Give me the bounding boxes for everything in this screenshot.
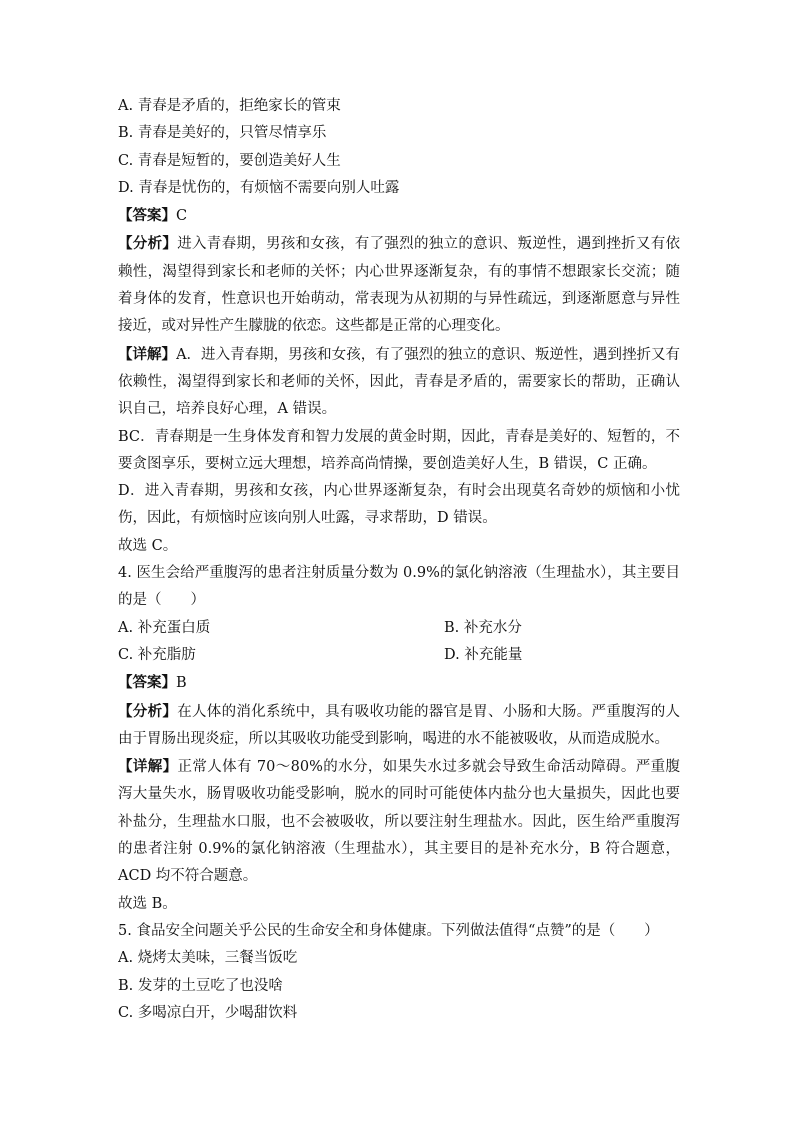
q4-detail [118, 753, 680, 890]
answer-tag: 【答案】 [118, 207, 176, 225]
q3-option-a: A. 青春是矛盾的，拒绝家长的管束 [118, 98, 341, 114]
q4-stem: 4. 医生会给严重腹泻的患者注射质量分数为 0.9%的氯化钠溶液（生理盐水），其主要目的是（ ） [118, 565, 680, 609]
q4-option-a: A. 补充蛋白质 [118, 619, 211, 636]
q3-analysis [118, 230, 680, 340]
detail-text: 正常人体有 70～80%的水分，如果失水过多就会导致生命活动障碍。严重腹泻大量失水，肠胃吸收功能受影响，脱水的同时可能使体内盐分也大量损失，因此也要补盐分，生理盐水口服，也不会被吸收，所以要注射生理盐水。因此，医生给严重腹泻的患者注射 0.9%的氯化钠溶液（生理盐水），其主要目的是补充水分，B 符合题意，ACD 均不符合题意。 [118, 759, 680, 885]
detail-tag: 【详解】 [118, 345, 177, 363]
q5-option-a: A. 烧烤太美味，三餐当饭吃 [118, 950, 298, 967]
analysis-text: 在人体的消化系统中，具有吸收功能的器官是胃、小肠和大肠。严重腹泻的人由于胃肠出现炎症，所以其吸收功能受到影响，喝进的水不能被吸收，从而造成脱水。 [118, 703, 681, 747]
q3-detail-a [118, 341, 680, 424]
q3-option-d: D. 青春是忧伤的，有烦恼不需要向别人吐露 [118, 179, 400, 196]
q4-option-d: D. 补充能量 [444, 646, 523, 663]
q3-option-b: B. 青春是美好的，只管尽情享乐 [118, 125, 327, 142]
answer-value: B [176, 675, 187, 692]
answer-tag: 【答案】 [118, 674, 176, 692]
q4-option-b: B. 补充水分 [444, 619, 522, 636]
q4-options-row-1 [118, 615, 680, 642]
analysis-text: 进入青春期，男孩和女孩，有了强烈的独立的意识、叛逆性，遇到挫折又有依赖性，渴望得到家长和老师的关怀；内心世界逐渐复杂，有的事情不想跟家长交流；随着身体的发育，性意识也开始萌动，常表现为从初期的与异性疏远，到逐渐愿意与异性接近，或对异性产生朦胧的依恋。这些都是正常的心理变化。 [118, 236, 681, 335]
q4-conclusion: 故选 B。 [118, 895, 177, 912]
analysis-tag: 【分析】 [118, 702, 178, 720]
detail-text-a: A．进入青春期，男孩和女孩，有了强烈的独立的意识、叛逆性，遇到挫折又有依赖性，渴望得到家长和老师的关怀，因此，青春是矛盾的，需要家长的帮助，正确认识自己，培养良好心理，A 错误。 [118, 346, 681, 418]
q4-answer [118, 669, 680, 697]
q5-stem: 5. 食品安全问题关乎公民的生命安全和身体健康。下列做法值得“点赞”的是（ ） [118, 922, 659, 939]
answer-value: C [176, 208, 188, 225]
q5-option-b: B. 发芽的土豆吃了也没啥 [118, 977, 283, 994]
document-page [118, 93, 680, 1027]
analysis-tag: 【分析】 [118, 235, 178, 253]
q5-option-c: C. 多喝凉白开，少喝甜饮料 [118, 1004, 298, 1021]
q3-conclusion: 故选 C。 [118, 537, 178, 554]
q4-options-row-2 [118, 642, 680, 669]
q4-analysis [118, 698, 680, 754]
q3-detail-d: D．进入青春期，男孩和女孩，内心世界逐渐复杂，有时会出现莫名奇妙的烦恼和小忧伤，因此，有烦恼时应该向别人吐露，寻求帮助，D 错误。 [118, 483, 680, 527]
q4-option-c: C. 补充脂肪 [118, 646, 196, 663]
q3-answer [118, 202, 680, 230]
detail-tag: 【详解】 [118, 758, 178, 776]
q3-option-c: C. 青春是短暂的，要创造美好人生 [118, 152, 341, 169]
q3-detail-bc: BC．青春期是一生身体发育和智力发展的黄金时期，因此，青春是美好的、短暂的，不要贪图享乐，要树立远大理想，培养高尚情操，要创造美好人生，B 错误，C 正确。 [118, 428, 680, 472]
